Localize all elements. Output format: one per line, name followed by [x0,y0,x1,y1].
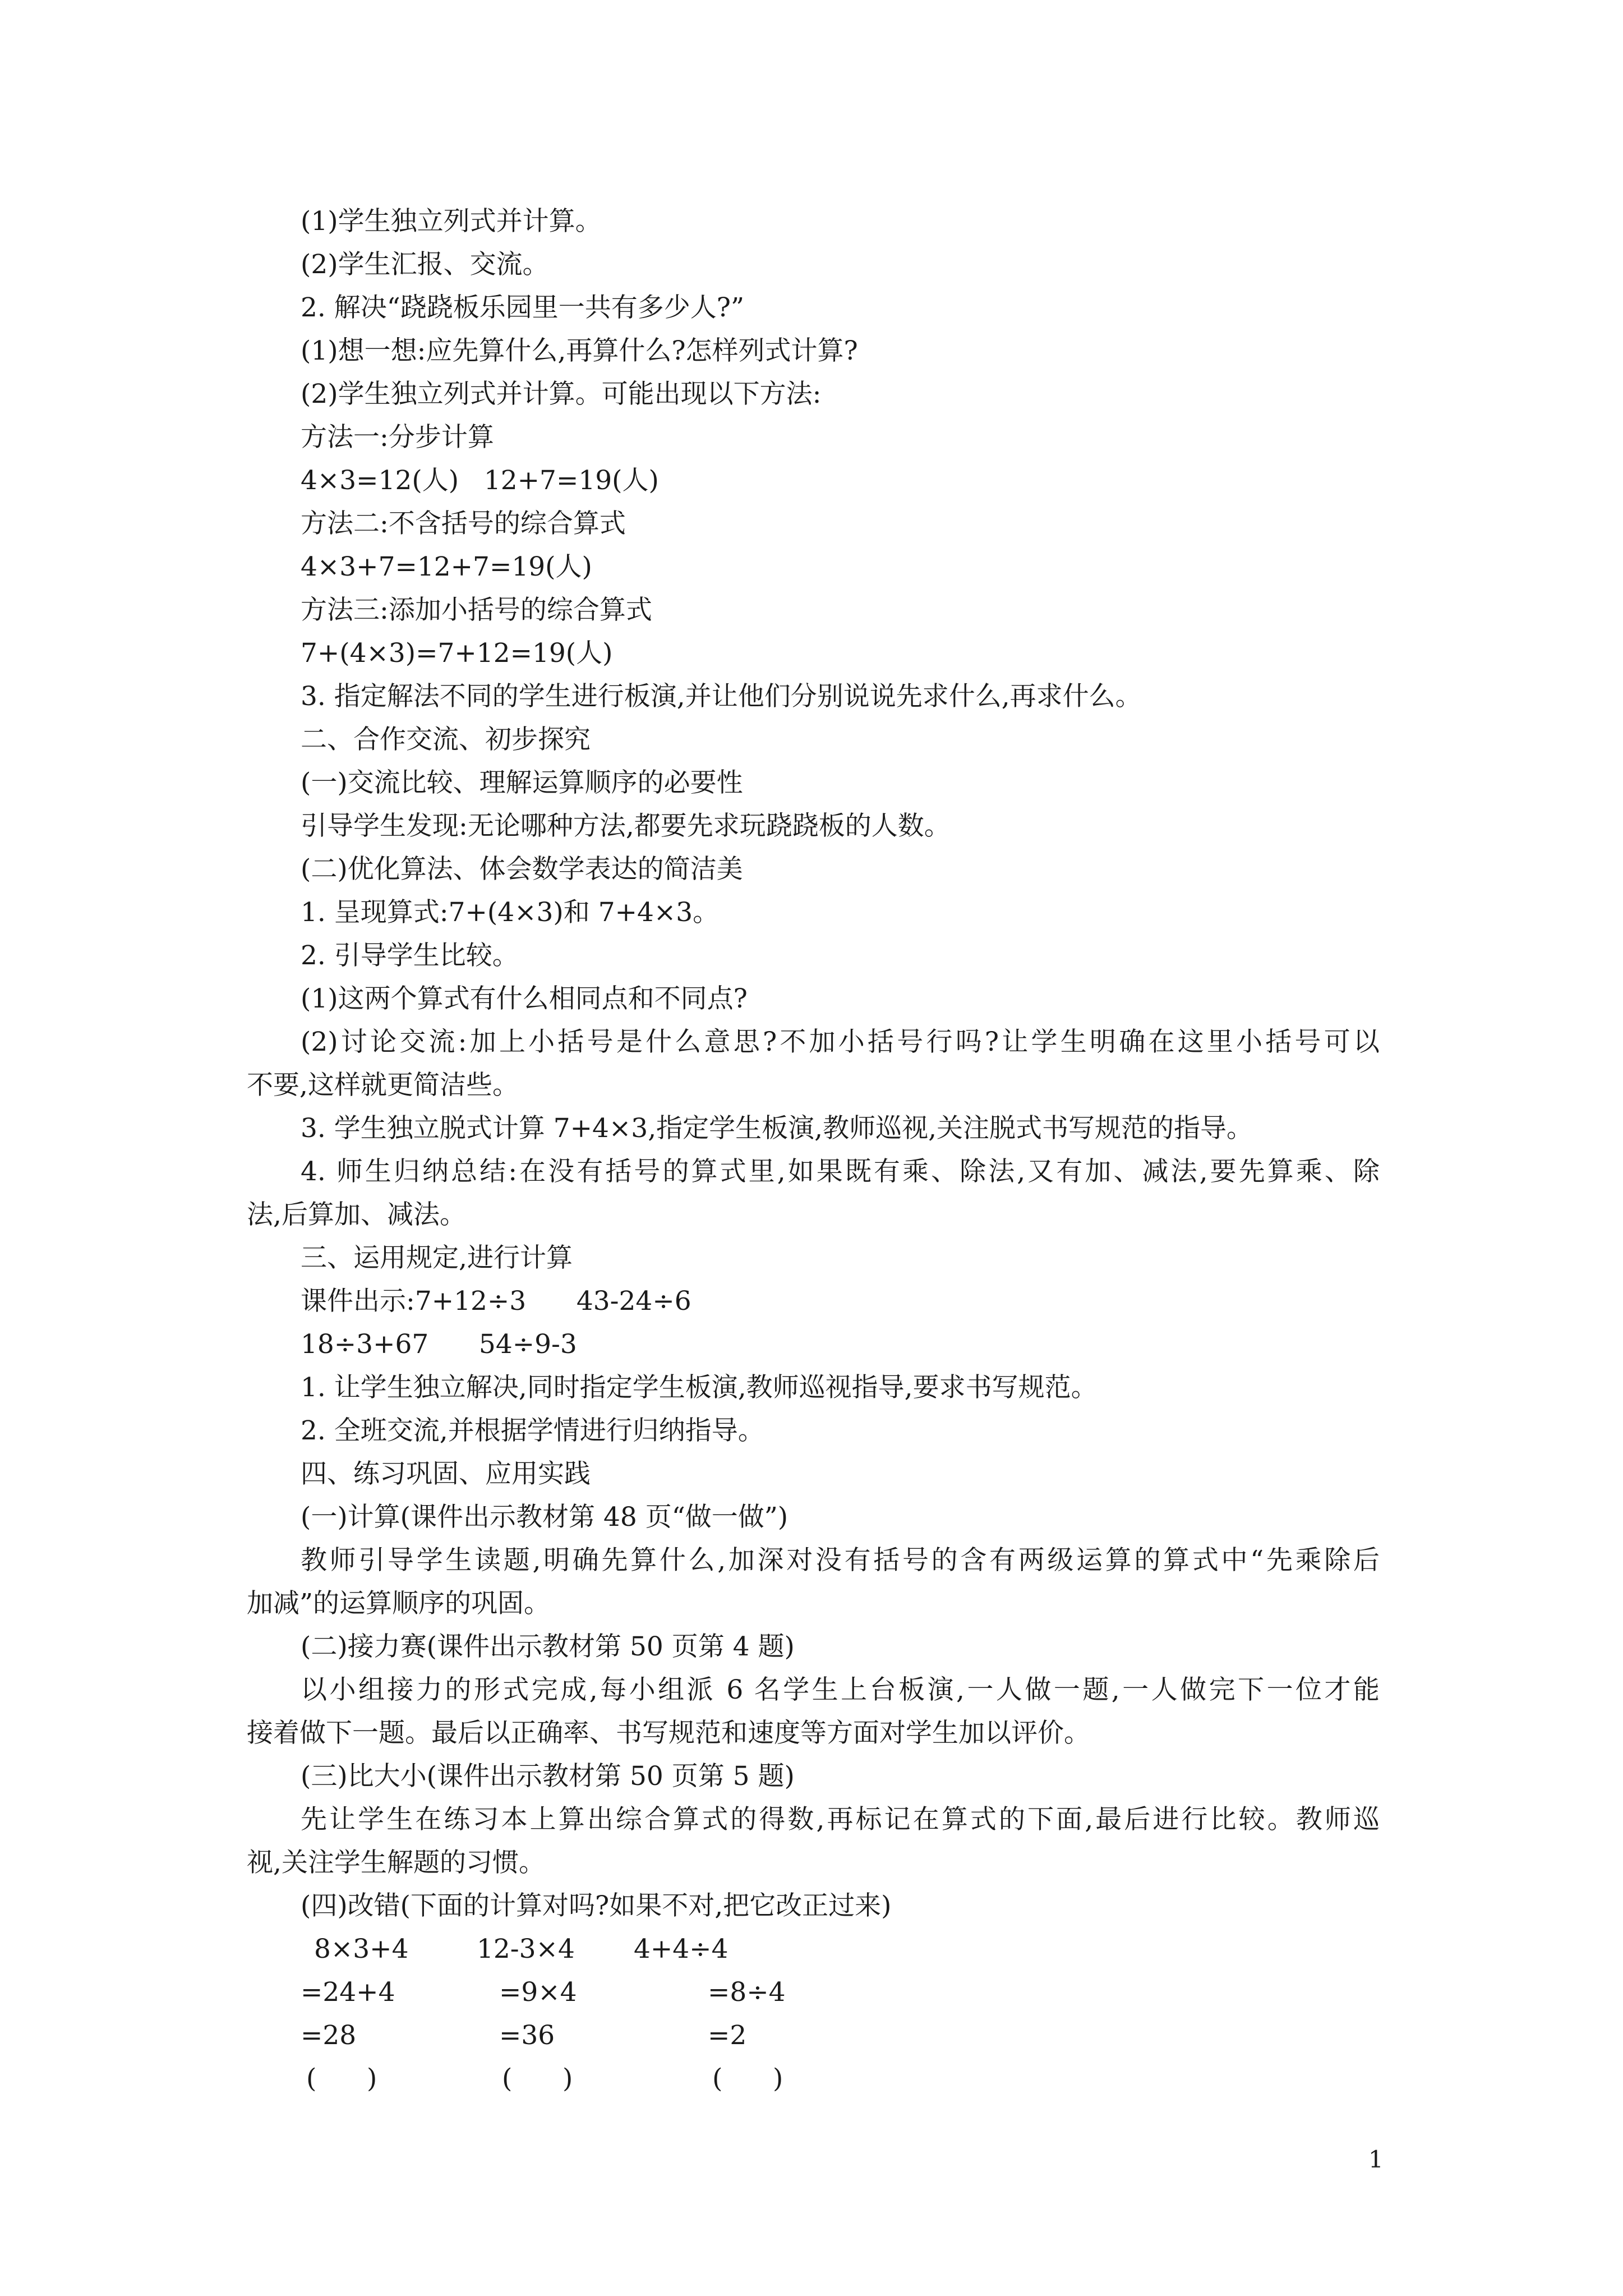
exercise-row [247,2014,1380,2057]
text-line: 先让学生在练习本上算出综合算式的得数,再标记在算式的下面,最后进行比较。教师巡 [301,1804,1380,1835]
text-line: (1)这两个算式有什么相同点和不同点? [301,983,748,1014]
text-line: (1)想一想:应先算什么,再算什么?怎样列式计算? [301,335,858,366]
text-line: 18÷3+67 54÷9-3 [301,1329,577,1360]
section-heading: 四、练习巩固、应用实践 [301,1458,591,1489]
answer-blank: ( ) [712,2063,783,2094]
text-line: 4. 师生归纳总结:在没有括号的算式里,如果既有乘、除法,又有加、减法,要先算乘、除 [301,1156,1380,1187]
subsection-heading: (四)改错(下面的计算对吗?如果不对,把它改正过来) [301,1890,892,1921]
text-line: (2)讨论交流:加上小括号是什么意思?不加小括号行吗?让学生明确在这里小括号可以 [301,1027,1380,1057]
exercise-row [247,1971,1380,2014]
text-line: 方法一:分步计算 [301,422,494,453]
text-line: 1. 让学生独立解决,同时指定学生板演,教师巡视指导,要求书写规范。 [301,1372,1098,1403]
section-heading: 二、合作交流、初步探究 [301,724,591,755]
text-line: 3. 指定解法不同的学生进行板演,并让他们分别说说先求什么,再求什么。 [301,681,1142,712]
exercise-cell: =24+4 [301,1977,395,2008]
page-number: 1 [1368,2146,1384,2173]
text-line: 1. 呈现算式:7+(4×3)和 7+4×3。 [301,897,720,928]
text-line: 不要,这样就更简洁些。 [247,1070,519,1101]
text-line: 接着做下一题。最后以正确率、书写规范和速度等方面对学生加以评价。 [247,1718,1090,1749]
answer-blank: ( ) [502,2063,573,2094]
text-line: 4×3+7=12+7=19(人) [301,551,592,582]
text-line: (1)学生独立列式并计算。 [301,206,602,237]
text-line: 7+(4×3)=7+12=19(人) [301,638,613,669]
exercise-cell: =2 [708,2020,747,2051]
text-line: 2. 全班交流,并根据学情进行归纳指导。 [301,1415,764,1446]
text-line: (2)学生汇报、交流。 [301,249,549,280]
answer-blank: ( ) [306,2063,377,2094]
text-line: 课件出示:7+12÷3 43-24÷6 [301,1286,691,1317]
text-line: 教师引导学生读题,明确先算什么,加深对没有括号的含有两级运算的算式中“先乘除后 [301,1545,1380,1576]
subsection-heading: (一)计算(课件出示教材第 48 页“做一做”) [301,1502,789,1533]
text-line: 2. 解决“跷跷板乐园里一共有多少人?” [301,292,745,323]
text-line: 视,关注学生解题的习惯。 [247,1847,545,1878]
text-line: (2)学生独立列式并计算。可能出现以下方法: [301,379,822,409]
text-line: 方法二:不含括号的综合算式 [301,508,626,539]
text-line: 2. 引导学生比较。 [301,940,519,971]
section-heading: 三、运用规定,进行计算 [301,1243,573,1273]
text-line: 3. 学生独立脱式计算 7+4×3,指定学生板演,教师巡视,关注脱式书写规范的指导。 [301,1113,1253,1144]
text-line: 以小组接力的形式完成,每小组派 6 名学生上台板演,一人做一题,一人做完下一位才能 [301,1674,1380,1705]
exercise-row [247,2057,1380,2100]
subsection-heading: (三)比大小(课件出示教材第 50 页第 5 题) [301,1761,795,1792]
exercise-cell: 12-3×4 [477,1934,575,1964]
exercise-cell: 4+4÷4 [634,1934,728,1964]
exercise-cell: =28 [301,2020,357,2051]
text-line: 加减”的运算顺序的巩固。 [247,1588,551,1619]
subsection-heading: (二)接力赛(课件出示教材第 50 页第 4 题) [301,1631,795,1662]
text-line: 方法三:添加小括号的综合算式 [301,595,652,625]
exercise-cell: =36 [499,2020,555,2051]
exercise-cell: 8×3+4 [314,1934,409,1964]
exercise-cell: =9×4 [499,1977,577,2008]
exercise-row [247,1927,1380,1971]
exercise-cell: =8÷4 [708,1977,786,2008]
subsection-heading: (二)优化算法、体会数学表达的简洁美 [301,854,743,885]
text-line: 引导学生发现:无论哪种方法,都要先求玩跷跷板的人数。 [301,811,951,841]
subsection-heading: (一)交流比较、理解运算顺序的必要性 [301,767,743,798]
document-body [247,200,1380,2100]
text-line: 法,后算加、减法。 [247,1199,466,1230]
text-line: 4×3=12(人) 12+7=19(人) [301,465,659,496]
